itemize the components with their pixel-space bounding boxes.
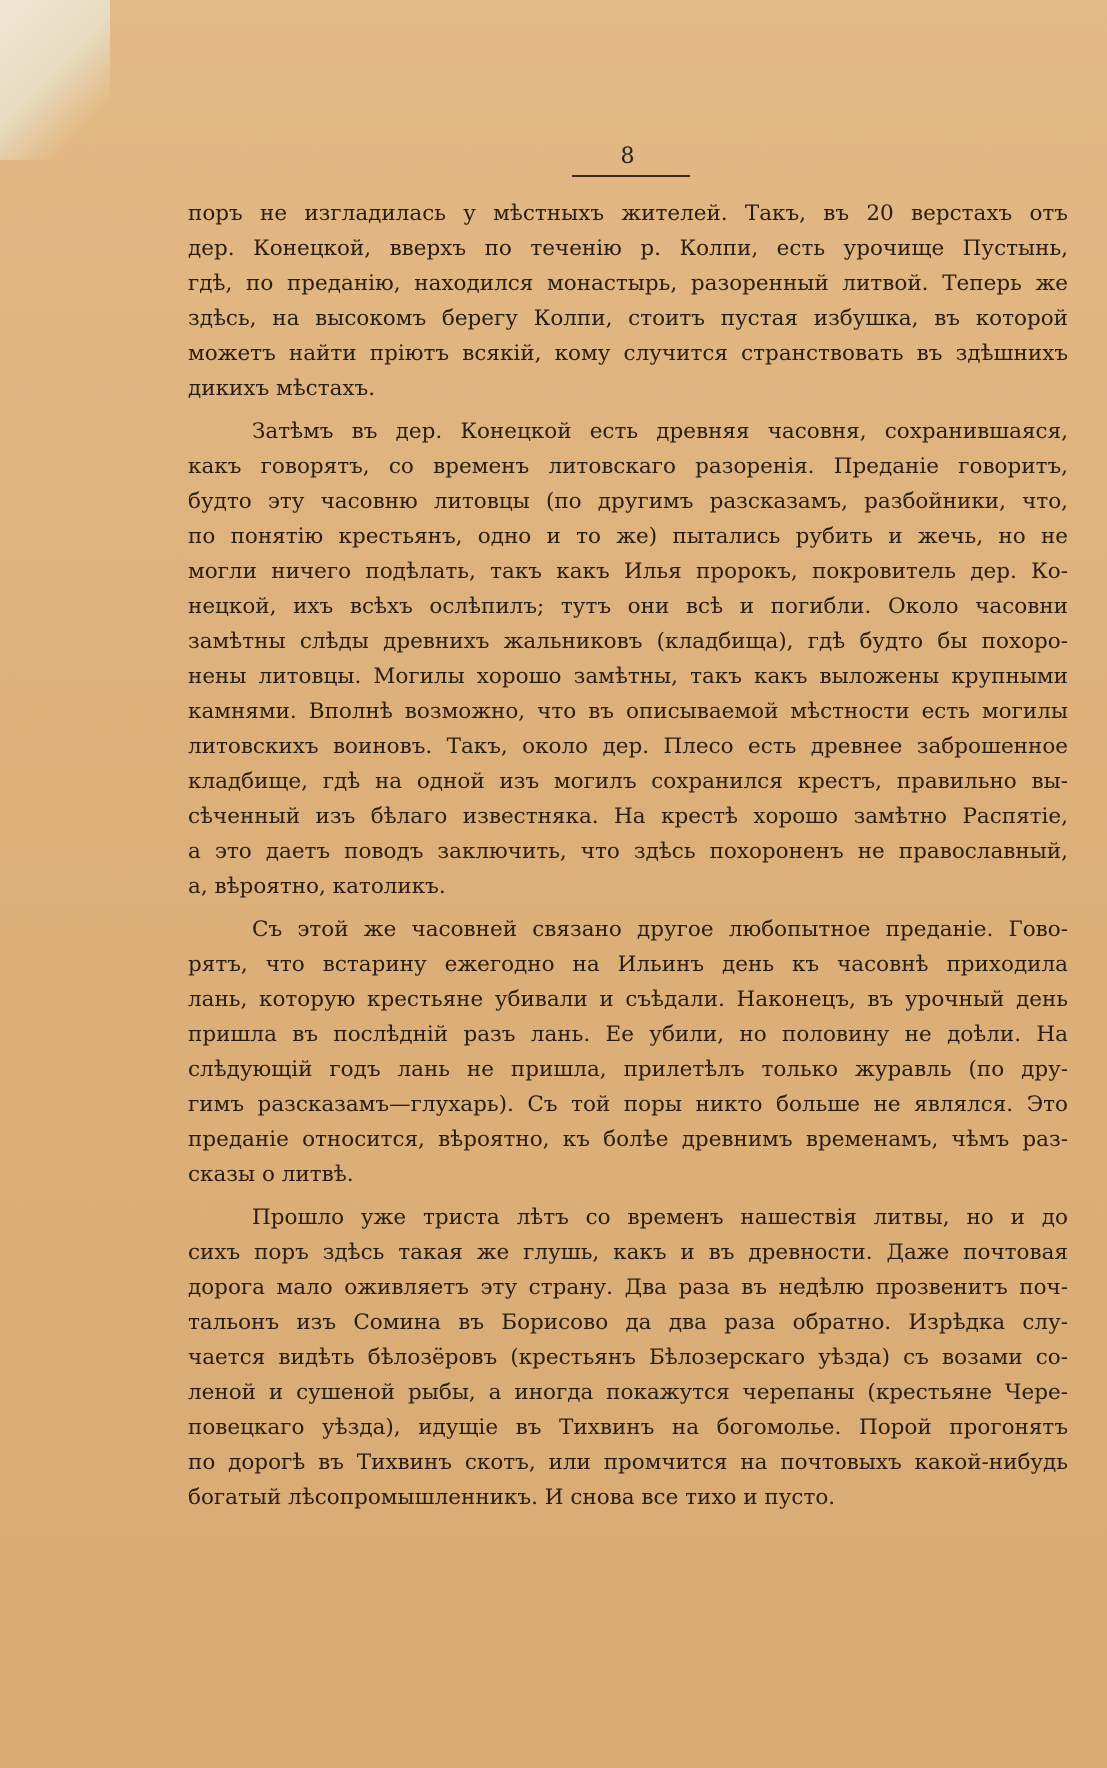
text-line: тальонъ изъ Сомина въ Борисово да два раза обратно. Изрѣдка слу-	[188, 1310, 1068, 1335]
text-line: гимъ разсказамъ—глухарь). Съ той поры никто больше не являлся. Это	[188, 1092, 1068, 1117]
text-line: можетъ найти пріютъ всякій, кому случится странствовать въ здѣшнихъ	[188, 341, 1068, 366]
body-text	[188, 196, 1068, 1523]
text-line: кладбище, гдѣ на одной изъ могилъ сохранился крестъ, правильно вы-	[188, 769, 1068, 794]
paragraph-1	[188, 196, 1068, 406]
text-line: по дорогѣ въ Тихвинъ скотъ, или промчится на почтовыхъ какой-нибудь	[188, 1450, 1068, 1475]
text-line: Затѣмъ въ дер. Конецкой есть древняя часовня, сохранившаяся,	[252, 419, 1068, 444]
text-line: дорога мало оживляетъ эту страну. Два раза въ недѣлю прозвенитъ поч-	[188, 1275, 1068, 1300]
text-line: замѣтны слѣды древнихъ жальниковъ (кладбища), гдѣ будто бы похоро-	[188, 629, 1068, 654]
text-line: дер. Конецкой, вверхъ по теченію р. Колпи, есть урочище Пустынь,	[188, 236, 1068, 261]
text-line: здѣсь, на высокомъ берегу Колпи, стоитъ пустая избушка, въ которой	[188, 306, 1068, 331]
text-line: будто эту часовню литовцы (по другимъ разсказамъ, разбойники, что,	[188, 489, 1068, 514]
text-line: литовскихъ воиновъ. Такъ, около дер. Плесо есть древнее заброшенное	[188, 734, 1068, 759]
text-line: слѣдующій годъ лань не пришла, прилетѣлъ только журавль (по дру-	[188, 1057, 1068, 1082]
text-line: могли ничего подѣлать, такъ какъ Илья пророкъ, покровитель дер. Ко-	[188, 559, 1068, 584]
text-line: повецкаго уѣзда), идущіе въ Тихвинъ на богомолье. Порой прогонятъ	[188, 1415, 1068, 1440]
paper-corner-wear	[0, 0, 110, 160]
text-line: сихъ поръ здѣсь такая же глушь, какъ и въ древности. Даже почтовая	[188, 1240, 1068, 1265]
text-line: богатый лѣсопромышленникъ. И снова все тихо и пусто.	[188, 1485, 836, 1510]
text-line: поръ не изгладилась у мѣстныхъ жителей. Такъ, въ 20 верстахъ отъ	[188, 201, 1068, 226]
text-line: лань, которую крестьяне убивали и съѣдали. Наконецъ, въ урочный день	[188, 987, 1068, 1012]
page-number: 8	[620, 144, 635, 169]
text-line: а, вѣроятно, католикъ.	[188, 874, 446, 899]
text-line: рятъ, что встарину ежегодно на Ильинъ день къ часовнѣ приходила	[188, 952, 1068, 977]
text-line: гдѣ, по преданію, находился монастырь, разоренный литвой. Теперь же	[188, 271, 1068, 296]
text-line: нецкой, ихъ всѣхъ ослѣпилъ; тутъ они всѣ и погибли. Около часовни	[188, 594, 1068, 619]
text-line: какъ говорятъ, со временъ литовскаго разоренія. Преданіе говоритъ,	[188, 454, 1068, 479]
text-line: дикихъ мѣстахъ.	[188, 376, 376, 401]
text-line: чается видѣть бѣлозёровъ (крестьянъ Бѣлозерскаго уѣзда) съ возами со-	[188, 1345, 1068, 1370]
text-line: нены литовцы. Могилы хорошо замѣтны, такъ какъ выложены крупными	[188, 664, 1068, 689]
text-line: Съ этой же часовней связано другое любопытное преданіе. Гово-	[252, 917, 1068, 942]
text-line: пришла въ послѣдній разъ лань. Ее убили, но половину не доѣли. На	[188, 1022, 1068, 1047]
text-line: сказы о литвѣ.	[188, 1162, 354, 1187]
text-line: Прошло уже триста лѣтъ со временъ нашествія литвы, но и до	[252, 1205, 1068, 1230]
paragraph-4	[188, 1200, 1068, 1515]
text-line: леной и сушеной рыбы, а иногда покажутся черепаны (крестьяне Чере-	[188, 1380, 1068, 1405]
text-line: преданіе относится, вѣроятно, къ болѣе древнимъ временамъ, чѣмъ раз-	[188, 1127, 1068, 1152]
paragraph-3	[188, 912, 1068, 1192]
page-number-rule	[572, 175, 690, 177]
text-line: по понятію крестьянъ, одно и то же) пытались рубить и жечь, но не	[188, 524, 1068, 549]
text-line: а это даетъ поводъ заключить, что здѣсь похороненъ не православный,	[188, 839, 1068, 864]
text-line: сѣченный изъ бѣлаго известняка. На крестѣ хорошо замѣтно Распятіе,	[188, 804, 1068, 829]
text-line: камнями. Вполнѣ возможно, что въ описываемой мѣстности есть могилы	[188, 699, 1068, 724]
paragraph-2	[188, 414, 1068, 904]
